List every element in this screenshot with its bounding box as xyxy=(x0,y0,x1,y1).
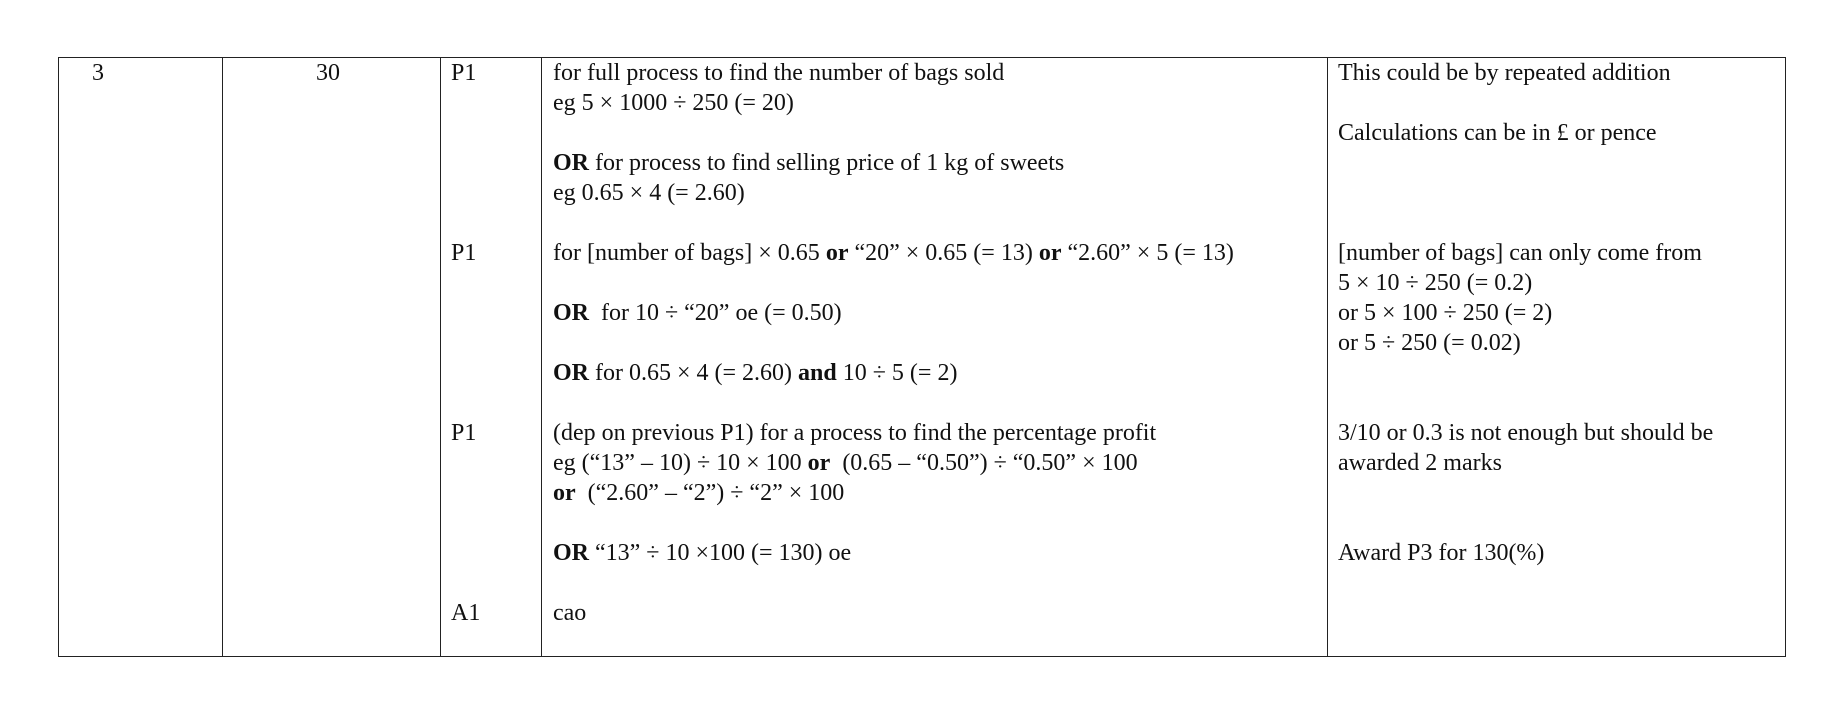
working-p1-first xyxy=(553,58,1064,208)
or-keyword: or xyxy=(807,450,831,476)
working-line: or (“2.60” – “2”) ÷ “2” × 100 xyxy=(553,480,845,506)
working-line: eg 0.65 × 4 (= 2.60) xyxy=(553,180,745,206)
working-line: eg (“13” – 10) ÷ 10 × 100 or (0.65 – “0.50”) ÷ “0.50” × 100 xyxy=(553,450,1138,476)
working-line: OR for process to find selling price of 1 kg of sweets xyxy=(553,150,1065,176)
working-p1-third xyxy=(553,418,1156,568)
working-line: for full process to find the number of bags sold xyxy=(553,60,1005,86)
note-line: or 5 ÷ 250 (= 0.02) xyxy=(1338,330,1521,356)
working-line: for [number of bags] × 0.65 or “20” × 0.65 (= 13) or “2.60” × 5 (= 13) xyxy=(553,240,1234,266)
or-keyword: OR xyxy=(553,540,589,566)
note: This could be by repeated addition xyxy=(1338,60,1671,86)
note-line: [number of bags] can only come from xyxy=(1338,240,1702,266)
note-line: 3/10 or 0.3 is not enough but should be xyxy=(1338,420,1714,446)
or-keyword: or xyxy=(825,240,849,266)
note-line: or 5 × 100 ÷ 250 (= 2) xyxy=(1338,300,1553,326)
working-p1-second xyxy=(553,238,1234,388)
mark-code: A1 xyxy=(451,600,481,626)
column-divider xyxy=(541,58,542,656)
mark-code: P1 xyxy=(451,60,477,86)
note-number-of-bags xyxy=(1338,238,1702,358)
column-divider xyxy=(222,58,223,656)
note-line: awarded 2 marks xyxy=(1338,450,1502,476)
or-keyword: or xyxy=(1038,240,1062,266)
working-line: eg 5 × 1000 ÷ 250 (= 20) xyxy=(553,90,794,116)
working-line: OR for 10 ÷ “20” oe (= 0.50) xyxy=(553,300,842,326)
or-keyword: OR xyxy=(553,360,589,386)
mark-code: P1 xyxy=(451,420,477,446)
note-line: 5 × 10 ÷ 250 (= 0.2) xyxy=(1338,270,1533,296)
working-line: OR for 0.65 × 4 (= 2.60) and 10 ÷ 5 (= 2) xyxy=(553,360,958,386)
working-line: (dep on previous P1) for a process to find the percentage profit xyxy=(553,420,1157,446)
column-divider xyxy=(440,58,441,656)
note: Calculations can be in £ or pence xyxy=(1338,120,1657,146)
or-keyword: OR xyxy=(553,300,589,326)
note: Award P3 for 130(%) xyxy=(1338,540,1545,566)
working-line: OR “13” ÷ 10 ×100 (= 130) oe xyxy=(553,540,852,566)
column-divider xyxy=(1327,58,1328,656)
and-keyword: and xyxy=(798,360,837,386)
or-keyword: or xyxy=(553,480,576,506)
working-a1: cao xyxy=(553,600,587,626)
answer-value: 30 xyxy=(316,60,340,86)
note-partial-answer xyxy=(1338,418,1713,478)
mark-code: P1 xyxy=(451,240,477,266)
question-number: 3 xyxy=(92,60,104,86)
or-keyword: OR xyxy=(553,150,589,176)
